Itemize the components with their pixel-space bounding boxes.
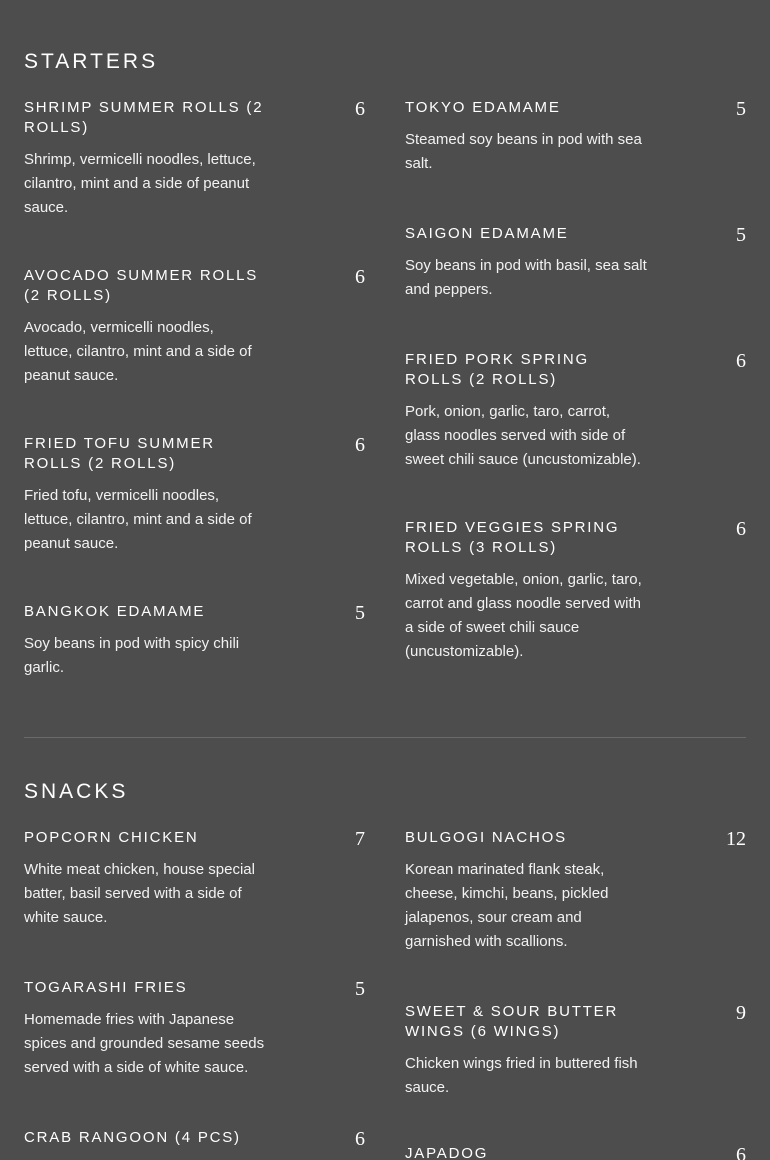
item-price: 6 xyxy=(355,266,365,288)
item-price: 6 xyxy=(355,434,365,456)
item-description: Chicken wings fried in buttered fish sauce. xyxy=(405,1055,638,1096)
item-description: Homemade fries with Japanese spices and grounded sesame seeds served with a side of white sauce. xyxy=(24,1011,265,1076)
item-name: AVOCADO SUMMER ROLLS (2 ROLLS) xyxy=(24,267,259,304)
item-name: SWEET & SOUR BUTTER WINGS (6 WINGS) xyxy=(405,1003,619,1040)
section-divider xyxy=(24,737,746,738)
item-name: TOGARASHI FRIES xyxy=(24,979,188,996)
item-description: Soy beans in pod with basil, sea salt and peppers. xyxy=(405,257,647,298)
item-description: Pork, onion, garlic, taro, carrot, glass noodles served with side of sweet chili sauce (uncustomizable). xyxy=(405,403,641,468)
menu-item[interactable] xyxy=(405,98,746,176)
item-price: 6 xyxy=(736,350,746,372)
menu-item[interactable] xyxy=(24,828,365,930)
menu-item[interactable] xyxy=(24,98,365,220)
item-description: Avocado, vermicelli noodles, lettuce, cilantro, mint and a side of peanut sauce. xyxy=(24,319,252,384)
menu-item[interactable] xyxy=(405,518,746,664)
item-price: 9 xyxy=(736,1002,746,1024)
item-price: 6 xyxy=(355,1128,365,1150)
item-description: Mixed vegetable, onion, garlic, taro, carrot and glass noodle served with a side of sweet chili sauce (uncustomizable). xyxy=(405,571,642,660)
item-price: 5 xyxy=(736,98,746,120)
menu-item[interactable] xyxy=(24,602,365,680)
item-name: SHRIMP SUMMER ROLLS (2 ROLLS) xyxy=(24,99,264,136)
item-description: White meat chicken, house special batter, basil served with a side of white sauce. xyxy=(24,861,255,926)
menu-item[interactable] xyxy=(24,978,365,1080)
section-title: SNACKS xyxy=(24,780,129,803)
section-title: STARTERS xyxy=(24,50,159,73)
menu-item[interactable] xyxy=(405,224,746,302)
item-price: 5 xyxy=(355,978,365,1000)
item-price: 6 xyxy=(355,98,365,120)
item-description: Shrimp, vermicelli noodles, lettuce, cilantro, mint and a side of peanut sauce. xyxy=(24,151,256,216)
item-description: Soy beans in pod with spicy chili garlic. xyxy=(24,635,240,676)
menu-item[interactable] xyxy=(405,828,746,954)
item-price: 12 xyxy=(726,828,746,850)
menu-item[interactable] xyxy=(24,434,365,556)
item-price: 5 xyxy=(736,224,746,246)
item-price: 5 xyxy=(355,602,365,624)
menu-item[interactable] xyxy=(405,350,746,472)
item-name: JAPADOG xyxy=(405,1145,489,1160)
item-name: SAIGON EDAMAME xyxy=(405,225,569,242)
item-description: Fried tofu, vermicelli noodles, lettuce, cilantro, mint and a side of peanut sauce. xyxy=(24,487,252,552)
item-name: FRIED VEGGIES SPRING ROLLS (3 ROLLS) xyxy=(405,519,620,556)
item-name: TOKYO EDAMAME xyxy=(405,99,561,116)
item-description: Korean marinated flank steak, cheese, kimchi, beans, pickled jalapenos, sour cream and garnished with scallions. xyxy=(405,861,609,950)
item-name: POPCORN CHICKEN xyxy=(24,829,199,846)
menu-item[interactable] xyxy=(405,1002,746,1100)
item-price: 6 xyxy=(736,1144,746,1160)
item-name: FRIED PORK SPRING ROLLS (2 ROLLS) xyxy=(405,351,589,388)
item-name: FRIED TOFU SUMMER ROLLS (2 ROLLS) xyxy=(24,435,215,472)
item-price: 7 xyxy=(355,828,365,850)
item-description: Steamed soy beans in pod with sea salt. xyxy=(405,131,642,172)
item-price: 6 xyxy=(736,518,746,540)
menu-item[interactable] xyxy=(24,266,365,388)
item-name: BANGKOK EDAMAME xyxy=(24,603,206,620)
menu-item[interactable] xyxy=(405,1144,746,1160)
menu-item[interactable] xyxy=(24,1128,365,1148)
item-name: CRAB RANGOON (4 PCS) xyxy=(24,1129,241,1146)
item-name: BULGOGI NACHOS xyxy=(405,829,567,846)
